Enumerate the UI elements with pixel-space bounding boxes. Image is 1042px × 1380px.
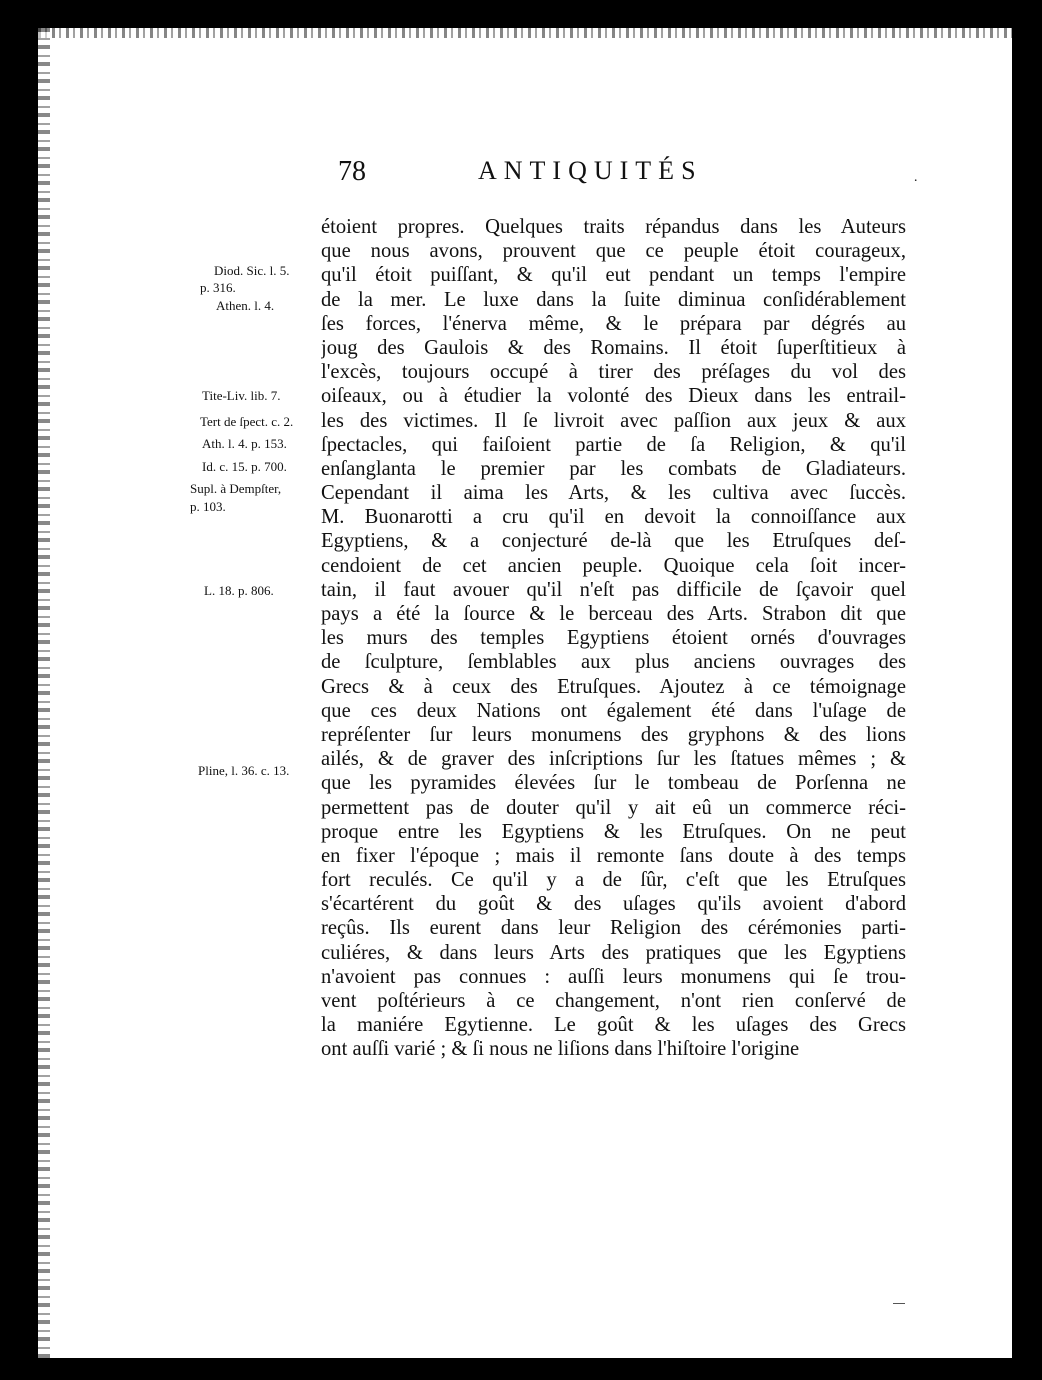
text-line: culiéres, & dans leurs Arts des pratiques que les Egyptiens [321,941,906,964]
running-title: ANTIQUITÉS [478,156,703,185]
text-line: qu'il étoit puiſſant, & qu'il eut pendant un temps l'empire [321,264,906,287]
margin-note: L. 18. p. 806. [204,583,274,598]
body-text [321,215,906,1062]
margin-note: Diod. Sic. l. 5. [214,263,290,278]
text-line: de la mer. Le luxe dans la ſuite diminua conſidérablement [321,288,906,311]
text-line: reçûs. Ils eurent dans leur Religion des cérémonies parti- [321,917,906,940]
text-line: tain, il faut avouer qu'il n'eſt pas difficile de ſçavoir quel [321,578,906,601]
book-page [38,28,1012,1358]
margin-note: Id. c. 15. p. 700. [202,459,287,474]
text-line: ailés, & de graver des inſcriptions ſur les ſtatues mêmes ; & [321,748,906,771]
text-line: Cependant il aima les Arts, & les cultiva avec ſuccès. [321,482,906,505]
text-line: les murs des temples Egyptiens étoient ornés d'ouvrages [321,627,906,650]
text-line: fort reculés. Ce qu'il y a de ſûr, c'eſt que les Etruſques [321,869,906,892]
text-line: que les pyramides élevées ſur le tombeau de Porſenna ne [321,772,906,795]
text-line: de ſculpture, ſemblables aux plus anciens ouvrages des [321,651,906,674]
text-line: s'écartérent du goût & des uſages qu'ils avoient d'abord [321,893,906,916]
margin-note: Tite-Liv. lib. 7. [202,388,281,403]
text-line: proque entre les Egyptiens & les Etruſques. On ne peut [321,820,906,843]
text-line: permettent pas de douter qu'il y ait eû un commerce réci- [321,796,906,819]
text-line: M. Buonarotti a cru qu'il en devoit la connoiſſance aux [321,506,906,529]
text-line: Grecs & à ceux des Etruſques. Ajoutez à ce témoignage [321,675,906,698]
text-line: ont auſſi varié ; & ſi nous ne liſions dans l'hiſtoire l'origine [321,1038,800,1061]
margin-note: Athen. l. 4. [216,298,275,313]
text-line: en fixer l'époque ; mais il remonte ſans doute à des temps [321,844,906,867]
text-line: n'avoient pas connues : auſſi leurs monumens qui ſe trou- [321,965,906,988]
page-number: 78 [338,156,366,187]
text-line: pays a été la ſource & le berceau des Arts. Strabon dit que [321,603,906,625]
text-line: oiſeaux, ou à étudier la volonté des Dieux dans les entrail- [321,385,906,408]
text-line: repréſenter ſur leurs monumens des gryphons & des lions [321,723,906,746]
text-line: Egyptiens, & a conjecturé de-là que les Etruſques deſ- [321,530,906,553]
margin-note: p. 316. [200,280,236,295]
scan-mark [893,1303,905,1304]
margin-note: Tert de ſpect. c. 2. [200,414,294,429]
text-line: la maniére Egytienne. Le goût & les uſages des Grecs [321,1014,906,1037]
margin-note: Pline, l. 36. c. 13. [198,763,290,778]
text-line: que nous avons, prouvent que ce peuple étoit courageux, [321,240,906,263]
text-line: enſanglanta le premier par les combats de Gladiateurs. [321,457,906,480]
text-line: vent poſtérieurs à ce changement, n'ont rien conſervé de [321,990,906,1012]
header-dot: · [913,174,918,189]
margin-note: Ath. l. 4. p. 153. [202,436,287,451]
text-line: joug des Gaulois & des Romains. Il étoit ſuperſtitieux à [321,336,906,359]
text-line: que ces deux Nations ont également été dans l'uſage de [321,699,906,722]
margin-notes [38,28,338,1358]
margin-note: Supl. à Dempſter, [190,481,282,496]
text-line: étoient propres. Quelques traits répandus dans les Auteurs [321,216,906,238]
text-line: ſpectacles, qui faiſoient partie de ſa Religion, & qu'il [321,433,906,456]
margin-note: p. 103. [190,499,226,514]
text-line: cendoient de cet ancien peuple. Quoique cela ſoit incer- [321,554,906,577]
text-line: l'excès, toujours occupé à tirer des préſages du vol des [321,361,906,384]
text-line: les des victimes. Il ſe livroit avec paſſion aux jeux & aux [321,409,906,432]
text-line: ſes forces, l'énerva même, & le prépara par dégrés au [321,312,906,335]
page-header [338,156,918,196]
